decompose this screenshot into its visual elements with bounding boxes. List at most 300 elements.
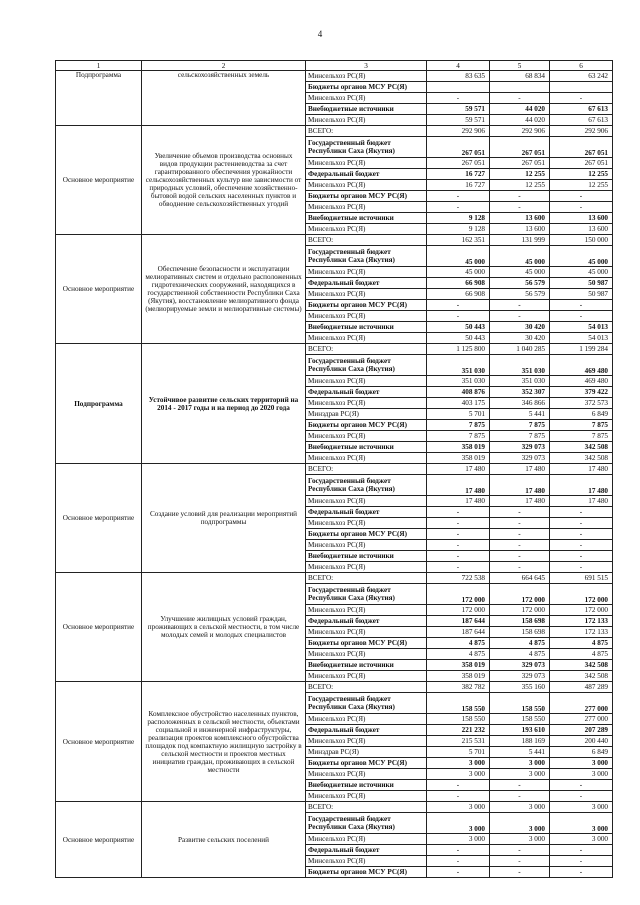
amount-cell-year-3: - bbox=[550, 791, 613, 802]
source-label-cell: Государственный бюджет Республики Саха (Якутия) bbox=[306, 813, 427, 834]
amount-cell-year-1: 358 019 bbox=[427, 660, 490, 671]
amount-cell-year-3: 50 987 bbox=[550, 289, 613, 300]
amount-cell-year-1: 9 128 bbox=[427, 213, 490, 224]
source-label-cell: Федеральный бюджет bbox=[306, 616, 427, 627]
source-label-cell: Минсельхоз РС(Я) bbox=[306, 649, 427, 660]
amount-cell-year-1: - bbox=[427, 551, 490, 562]
amount-cell-year-1: - bbox=[427, 311, 490, 322]
amount-cell-year-3: 50 987 bbox=[550, 278, 613, 289]
source-label-cell: Минсельхоз РС(Я) bbox=[306, 453, 427, 464]
amount-cell-year-1: - bbox=[427, 529, 490, 540]
amount-cell-year-3: 172 133 bbox=[550, 616, 613, 627]
amount-cell-year-2: 7 875 bbox=[490, 431, 550, 442]
amount-cell-year-1: 351 030 bbox=[427, 376, 490, 387]
amount-cell-year-2: 158 698 bbox=[490, 627, 550, 638]
amount-cell-year-1: 17 480 bbox=[427, 496, 490, 507]
amount-cell-year-1: 215 531 bbox=[427, 736, 490, 747]
source-label-cell: Минсельхоз РС(Я) bbox=[306, 71, 427, 82]
section-description-cell: Развитие сельских поселений bbox=[142, 802, 306, 878]
amount-cell-year-1: 408 876 bbox=[427, 387, 490, 398]
source-label-cell: Минсельхоз РС(Я) bbox=[306, 791, 427, 802]
amount-cell-year-3: 3 000 bbox=[550, 758, 613, 769]
amount-cell-year-3: - bbox=[550, 845, 613, 856]
source-label-cell: Государственный бюджет Республики Саха (Якутия) bbox=[306, 584, 427, 605]
amount-cell-year-2: - bbox=[490, 202, 550, 213]
source-label-cell: ВСЕГО: bbox=[306, 344, 427, 355]
amount-cell-year-3: 63 242 bbox=[550, 71, 613, 82]
amount-cell-year-1: - bbox=[427, 507, 490, 518]
table-row bbox=[56, 344, 613, 355]
amount-cell-year-2: 45 000 bbox=[490, 267, 550, 278]
amount-cell-year-3: 469 480 bbox=[550, 376, 613, 387]
header-col-4: 4 bbox=[427, 61, 490, 71]
amount-cell-year-2: 329 073 bbox=[490, 442, 550, 453]
amount-cell-year-2: 13 600 bbox=[490, 213, 550, 224]
table-row bbox=[56, 464, 613, 475]
source-label-cell: ВСЕГО: bbox=[306, 235, 427, 246]
amount-cell-year-3: 342 508 bbox=[550, 453, 613, 464]
amount-cell-year-3: - bbox=[550, 780, 613, 791]
amount-cell-year-3: - bbox=[550, 311, 613, 322]
amount-cell-year-2: 131 999 bbox=[490, 235, 550, 246]
amount-cell-year-2: 267 051 bbox=[490, 158, 550, 169]
amount-cell-year-2: - bbox=[490, 867, 550, 878]
source-label-cell: Минсельхоз РС(Я) bbox=[306, 267, 427, 278]
source-label-cell: Минсельхоз РС(Я) bbox=[306, 562, 427, 573]
page-number: 4 bbox=[317, 29, 323, 39]
amount-cell-year-1: 59 571 bbox=[427, 104, 490, 115]
amount-cell-year-2: 3 000 bbox=[490, 802, 550, 813]
source-label-cell: Минздрав РС(Я) bbox=[306, 409, 427, 420]
amount-cell-year-3: 67 613 bbox=[550, 104, 613, 115]
section-description-cell: Улучшение жилищных условий граждан, проживающих в сельской местности, в том числе молодых семей и молодых специалистов bbox=[142, 573, 306, 682]
amount-cell-year-3: 3 000 bbox=[550, 834, 613, 845]
source-label-cell: Бюджеты органов МСУ РС(Я) bbox=[306, 529, 427, 540]
source-label-cell: Государственный бюджет Республики Саха (Якутия) bbox=[306, 693, 427, 714]
amount-cell-year-1: 267 051 bbox=[427, 158, 490, 169]
amount-cell-year-1: 4 875 bbox=[427, 649, 490, 660]
amount-cell-year-3: - bbox=[550, 551, 613, 562]
source-label-cell: Минсельхоз РС(Я) bbox=[306, 158, 427, 169]
amount-cell-year-1: 83 635 bbox=[427, 71, 490, 82]
amount-cell-year-1: - bbox=[427, 202, 490, 213]
source-label-cell: Внебюджетные источники bbox=[306, 104, 427, 115]
amount-cell-year-3: 13 600 bbox=[550, 213, 613, 224]
amount-cell-year-1: 7 875 bbox=[427, 431, 490, 442]
source-label-cell: Бюджеты органов МСУ РС(Я) bbox=[306, 300, 427, 311]
amount-cell-year-1: 187 644 bbox=[427, 616, 490, 627]
source-label-cell: Внебюджетные источники bbox=[306, 442, 427, 453]
amount-cell-year-2: 158 550 bbox=[490, 714, 550, 725]
amount-cell-year-3: - bbox=[550, 562, 613, 573]
amount-cell-year-1: - bbox=[427, 780, 490, 791]
source-label-cell: ВСЕГО: bbox=[306, 464, 427, 475]
amount-cell-year-3: 342 508 bbox=[550, 660, 613, 671]
amount-cell-year-2: - bbox=[490, 311, 550, 322]
amount-cell-year-1: 351 030 bbox=[427, 355, 490, 376]
source-label-cell: Минсельхоз РС(Я) bbox=[306, 311, 427, 322]
amount-cell-year-3: 267 051 bbox=[550, 158, 613, 169]
amount-cell-year-1: - bbox=[427, 562, 490, 573]
source-label-cell: ВСЕГО: bbox=[306, 573, 427, 584]
amount-cell-year-2: - bbox=[490, 93, 550, 104]
amount-cell-year-3: - bbox=[550, 529, 613, 540]
amount-cell-year-1: - bbox=[427, 845, 490, 856]
amount-cell-year-2: 329 073 bbox=[490, 671, 550, 682]
source-label-cell: Минсельхоз РС(Я) bbox=[306, 540, 427, 551]
amount-cell-year-3: 13 600 bbox=[550, 224, 613, 235]
source-label-cell: Минсельхоз РС(Я) bbox=[306, 376, 427, 387]
amount-cell-year-3: 3 000 bbox=[550, 802, 613, 813]
section-type-cell: Основное мероприятие bbox=[56, 126, 142, 235]
source-label-cell: Минсельхоз РС(Я) bbox=[306, 671, 427, 682]
amount-cell-year-1: 382 782 bbox=[427, 682, 490, 693]
source-label-cell: Минсельхоз РС(Я) bbox=[306, 431, 427, 442]
section-type-cell: Подпрограмма bbox=[56, 71, 142, 126]
section-type-cell: Подпрограмма bbox=[56, 344, 142, 464]
amount-cell-year-3: 1 199 284 bbox=[550, 344, 613, 355]
amount-cell-year-3: 12 255 bbox=[550, 180, 613, 191]
amount-cell-year-1: 50 443 bbox=[427, 333, 490, 344]
amount-cell-year-3: 691 515 bbox=[550, 573, 613, 584]
amount-cell-year-3: - bbox=[550, 93, 613, 104]
amount-cell-year-3: 6 849 bbox=[550, 409, 613, 420]
source-label-cell: Минсельхоз РС(Я) bbox=[306, 496, 427, 507]
amount-cell-year-3: 3 000 bbox=[550, 813, 613, 834]
amount-cell-year-2: - bbox=[490, 540, 550, 551]
source-label-cell: Минсельхоз РС(Я) bbox=[306, 714, 427, 725]
amount-cell-year-3: 277 000 bbox=[550, 693, 613, 714]
amount-cell-year-2: 56 579 bbox=[490, 289, 550, 300]
amount-cell-year-3: 372 573 bbox=[550, 398, 613, 409]
amount-cell-year-2: 17 480 bbox=[490, 496, 550, 507]
amount-cell-year-1: 1 125 800 bbox=[427, 344, 490, 355]
table-row bbox=[56, 126, 613, 137]
amount-cell-year-2: 188 169 bbox=[490, 736, 550, 747]
amount-cell-year-3: - bbox=[550, 856, 613, 867]
amount-cell-year-2: - bbox=[490, 551, 550, 562]
amount-cell-year-3: - bbox=[550, 867, 613, 878]
amount-cell-year-3: 292 906 bbox=[550, 126, 613, 137]
amount-cell-year-3: 172 000 bbox=[550, 584, 613, 605]
source-label-cell: Бюджеты органов МСУ РС(Я) bbox=[306, 758, 427, 769]
source-label-cell: Минсельхоз РС(Я) bbox=[306, 224, 427, 235]
source-label-cell: ВСЕГО: bbox=[306, 126, 427, 137]
source-label-cell: Государственный бюджет Республики Саха (Якутия) bbox=[306, 246, 427, 267]
amount-cell-year-1: 9 128 bbox=[427, 224, 490, 235]
amount-cell-year-1: 722 538 bbox=[427, 573, 490, 584]
amount-cell-year-1: 267 051 bbox=[427, 137, 490, 158]
source-label-cell: Внебюджетные источники bbox=[306, 780, 427, 791]
source-label-cell: Федеральный бюджет bbox=[306, 725, 427, 736]
source-label-cell: ВСЕГО: bbox=[306, 802, 427, 813]
amount-cell-year-1: - bbox=[427, 93, 490, 104]
amount-cell-year-2 bbox=[490, 82, 550, 93]
amount-cell-year-2: 4 875 bbox=[490, 638, 550, 649]
source-label-cell: Бюджеты органов МСУ РС(Я) bbox=[306, 191, 427, 202]
amount-cell-year-1: - bbox=[427, 856, 490, 867]
amount-cell-year-3: 469 480 bbox=[550, 355, 613, 376]
amount-cell-year-3: 7 875 bbox=[550, 420, 613, 431]
source-label-cell: Минсельхоз РС(Я) bbox=[306, 93, 427, 104]
amount-cell-year-1: - bbox=[427, 540, 490, 551]
source-label-cell: Федеральный бюджет bbox=[306, 507, 427, 518]
source-label-cell: Минсельхоз РС(Я) bbox=[306, 856, 427, 867]
amount-cell-year-2: 172 000 bbox=[490, 605, 550, 616]
amount-cell-year-1: - bbox=[427, 791, 490, 802]
amount-cell-year-2: 12 255 bbox=[490, 169, 550, 180]
source-label-cell: Внебюджетные источники bbox=[306, 551, 427, 562]
section-description-cell: Устойчивое развитие сельских территорий на 2014 - 2017 годы и на период до 2020 года bbox=[142, 344, 306, 464]
amount-cell-year-3: 207 289 bbox=[550, 725, 613, 736]
amount-cell-year-3: 4 875 bbox=[550, 649, 613, 660]
amount-cell-year-3: 379 422 bbox=[550, 387, 613, 398]
amount-cell-year-1: 358 019 bbox=[427, 453, 490, 464]
source-label-cell: Минсельхоз РС(Я) bbox=[306, 834, 427, 845]
source-label-cell: Минсельхоз РС(Я) bbox=[306, 180, 427, 191]
amount-cell-year-2: 44 020 bbox=[490, 104, 550, 115]
source-label-cell: Минсельхоз РС(Я) bbox=[306, 333, 427, 344]
section-type-cell: Основное мероприятие bbox=[56, 802, 142, 878]
source-label-cell: Минсельхоз РС(Я) bbox=[306, 398, 427, 409]
amount-cell-year-3: 342 508 bbox=[550, 442, 613, 453]
amount-cell-year-1: 3 000 bbox=[427, 802, 490, 813]
amount-cell-year-1: 403 175 bbox=[427, 398, 490, 409]
amount-cell-year-2: 12 255 bbox=[490, 180, 550, 191]
amount-cell-year-1: 45 000 bbox=[427, 246, 490, 267]
amount-cell-year-2: 351 030 bbox=[490, 376, 550, 387]
amount-cell-year-3: 7 875 bbox=[550, 431, 613, 442]
amount-cell-year-2: 30 420 bbox=[490, 333, 550, 344]
section-description-cell: Комплексное обустройство населенных пунктов, расположенных в сельской местности, объектами социальной и инженерной инфраструктуры, реализация проектов комплексного обустройства площадок под компактную жилищную застройку в сельской местности и проектов местных инициатив граждан, проживающих в сельской местности bbox=[142, 682, 306, 802]
table-row bbox=[56, 802, 613, 813]
amount-cell-year-1: - bbox=[427, 191, 490, 202]
amount-cell-year-1: 59 571 bbox=[427, 115, 490, 126]
source-label-cell: Федеральный бюджет bbox=[306, 387, 427, 398]
source-label-cell: Бюджеты органов МСУ РС(Я) bbox=[306, 420, 427, 431]
amount-cell-year-1: 66 908 bbox=[427, 278, 490, 289]
amount-cell-year-2: - bbox=[490, 791, 550, 802]
source-label-cell: Федеральный бюджет bbox=[306, 845, 427, 856]
amount-cell-year-3: 17 480 bbox=[550, 464, 613, 475]
amount-cell-year-2: 3 000 bbox=[490, 769, 550, 780]
source-label-cell: Федеральный бюджет bbox=[306, 278, 427, 289]
amount-cell-year-1: 3 000 bbox=[427, 758, 490, 769]
amount-cell-year-1: 5 701 bbox=[427, 409, 490, 420]
amount-cell-year-1: - bbox=[427, 518, 490, 529]
amount-cell-year-2: 158 698 bbox=[490, 616, 550, 627]
amount-cell-year-3: 267 051 bbox=[550, 137, 613, 158]
section-description-cell: Создание условий для реализации мероприятий подпрограммы bbox=[142, 464, 306, 573]
amount-cell-year-2: 329 073 bbox=[490, 453, 550, 464]
amount-cell-year-1: 16 727 bbox=[427, 180, 490, 191]
header-col-3: 3 bbox=[306, 61, 427, 71]
amount-cell-year-3: 67 613 bbox=[550, 115, 613, 126]
amount-cell-year-3: 54 013 bbox=[550, 322, 613, 333]
amount-cell-year-3 bbox=[550, 82, 613, 93]
amount-cell-year-3: 45 000 bbox=[550, 267, 613, 278]
source-label-cell: Внебюджетные источники bbox=[306, 213, 427, 224]
amount-cell-year-1: 187 644 bbox=[427, 627, 490, 638]
section-type-cell: Основное мероприятие bbox=[56, 682, 142, 802]
amount-cell-year-1: 4 875 bbox=[427, 638, 490, 649]
source-label-cell: Минздрав РС(Я) bbox=[306, 747, 427, 758]
source-label-cell: Внебюджетные источники bbox=[306, 322, 427, 333]
amount-cell-year-1: 50 443 bbox=[427, 322, 490, 333]
source-label-cell: Бюджеты органов МСУ РС(Я) bbox=[306, 638, 427, 649]
amount-cell-year-2: 355 160 bbox=[490, 682, 550, 693]
amount-cell-year-3: 17 480 bbox=[550, 496, 613, 507]
header-col-5: 5 bbox=[490, 61, 550, 71]
header-row bbox=[56, 61, 613, 71]
amount-cell-year-1: 45 000 bbox=[427, 267, 490, 278]
amount-cell-year-3: 45 000 bbox=[550, 246, 613, 267]
amount-cell-year-2: 193 610 bbox=[490, 725, 550, 736]
amount-cell-year-3: 200 440 bbox=[550, 736, 613, 747]
amount-cell-year-3: 172 000 bbox=[550, 605, 613, 616]
amount-cell-year-3: 277 000 bbox=[550, 714, 613, 725]
section-description-cell: сельскохозяйственных земель bbox=[142, 71, 306, 126]
amount-cell-year-1: 358 019 bbox=[427, 671, 490, 682]
amount-cell-year-3: - bbox=[550, 191, 613, 202]
amount-cell-year-1: - bbox=[427, 867, 490, 878]
amount-cell-year-1: - bbox=[427, 300, 490, 311]
header-col-1: 1 bbox=[56, 61, 142, 71]
source-label-cell: ВСЕГО: bbox=[306, 682, 427, 693]
amount-cell-year-3: - bbox=[550, 540, 613, 551]
source-label-cell: Бюджеты органов МСУ РС(Я) bbox=[306, 867, 427, 878]
amount-cell-year-3: 12 255 bbox=[550, 169, 613, 180]
amount-cell-year-2: 17 480 bbox=[490, 464, 550, 475]
amount-cell-year-2: 3 000 bbox=[490, 758, 550, 769]
amount-cell-year-3: 342 508 bbox=[550, 671, 613, 682]
amount-cell-year-2: - bbox=[490, 856, 550, 867]
amount-cell-year-1: 172 000 bbox=[427, 605, 490, 616]
amount-cell-year-2: 3 000 bbox=[490, 834, 550, 845]
amount-cell-year-2: 56 579 bbox=[490, 278, 550, 289]
amount-cell-year-3: 487 289 bbox=[550, 682, 613, 693]
source-label-cell: Минсельхоз РС(Я) bbox=[306, 202, 427, 213]
amount-cell-year-2: 172 000 bbox=[490, 584, 550, 605]
amount-cell-year-1: 17 480 bbox=[427, 464, 490, 475]
table-row bbox=[56, 71, 613, 82]
amount-cell-year-3: 172 133 bbox=[550, 627, 613, 638]
amount-cell-year-2: 1 040 285 bbox=[490, 344, 550, 355]
amount-cell-year-2: - bbox=[490, 507, 550, 518]
amount-cell-year-3: 6 849 bbox=[550, 747, 613, 758]
amount-cell-year-1: 3 000 bbox=[427, 769, 490, 780]
amount-cell-year-2: 664 645 bbox=[490, 573, 550, 584]
source-label-cell: Государственный бюджет Республики Саха (Якутия) bbox=[306, 475, 427, 496]
amount-cell-year-1: 292 906 bbox=[427, 126, 490, 137]
source-label-cell: Бюджеты органов МСУ РС(Я) bbox=[306, 82, 427, 93]
amount-cell-year-2: - bbox=[490, 529, 550, 540]
amount-cell-year-2: 267 051 bbox=[490, 137, 550, 158]
amount-cell-year-2: 346 866 bbox=[490, 398, 550, 409]
table-row bbox=[56, 573, 613, 584]
amount-cell-year-2: - bbox=[490, 191, 550, 202]
amount-cell-year-3: - bbox=[550, 507, 613, 518]
section-type-cell: Основное мероприятие bbox=[56, 464, 142, 573]
budget-table bbox=[55, 60, 613, 878]
amount-cell-year-2: 5 441 bbox=[490, 409, 550, 420]
amount-cell-year-3: 3 000 bbox=[550, 769, 613, 780]
source-label-cell: Внебюджетные источники bbox=[306, 660, 427, 671]
amount-cell-year-1: 358 019 bbox=[427, 442, 490, 453]
source-label-cell: Минсельхоз РС(Я) bbox=[306, 605, 427, 616]
section-type-cell: Основное мероприятие bbox=[56, 235, 142, 344]
table-row bbox=[56, 682, 613, 693]
source-label-cell: Государственный бюджет Республики Саха (Якутия) bbox=[306, 137, 427, 158]
section-type-cell: Основное мероприятие bbox=[56, 573, 142, 682]
amount-cell-year-2: 3 000 bbox=[490, 813, 550, 834]
amount-cell-year-3: - bbox=[550, 202, 613, 213]
section-description-cell: Обеспечение безопасности и эксплуатации мелиоративных систем и отдельно расположенных гидротехнических сооружений, находящихся в государственной собственности Республики Саха (Якутия), восстановление мелиоративного фонда (мелиорируемые земли и мелиоративные системы) bbox=[142, 235, 306, 344]
amount-cell-year-2: 158 550 bbox=[490, 693, 550, 714]
header-col-2: 2 bbox=[142, 61, 306, 71]
amount-cell-year-1: 158 550 bbox=[427, 714, 490, 725]
amount-cell-year-2: 351 030 bbox=[490, 355, 550, 376]
amount-cell-year-1: 3 000 bbox=[427, 813, 490, 834]
amount-cell-year-1: 5 701 bbox=[427, 747, 490, 758]
amount-cell-year-1 bbox=[427, 82, 490, 93]
amount-cell-year-2: 5 441 bbox=[490, 747, 550, 758]
amount-cell-year-2: - bbox=[490, 562, 550, 573]
source-label-cell: Государственный бюджет Республики Саха (Якутия) bbox=[306, 355, 427, 376]
amount-cell-year-3: - bbox=[550, 518, 613, 529]
amount-cell-year-2: 17 480 bbox=[490, 475, 550, 496]
amount-cell-year-2: - bbox=[490, 518, 550, 529]
source-label-cell: Минсельхоз РС(Я) bbox=[306, 769, 427, 780]
table-row bbox=[56, 235, 613, 246]
amount-cell-year-3: 4 875 bbox=[550, 638, 613, 649]
amount-cell-year-2: 13 600 bbox=[490, 224, 550, 235]
amount-cell-year-2: 68 834 bbox=[490, 71, 550, 82]
amount-cell-year-1: 7 875 bbox=[427, 420, 490, 431]
table-body bbox=[56, 61, 613, 878]
amount-cell-year-1: 3 000 bbox=[427, 834, 490, 845]
source-label-cell: Минсельхоз РС(Я) bbox=[306, 115, 427, 126]
source-label-cell: Минсельхоз РС(Я) bbox=[306, 627, 427, 638]
amount-cell-year-1: 66 908 bbox=[427, 289, 490, 300]
source-label-cell: Минсельхоз РС(Я) bbox=[306, 289, 427, 300]
amount-cell-year-1: 17 480 bbox=[427, 475, 490, 496]
source-label-cell: Федеральный бюджет bbox=[306, 169, 427, 180]
amount-cell-year-3: 150 000 bbox=[550, 235, 613, 246]
source-label-cell: Минсельхоз РС(Я) bbox=[306, 518, 427, 529]
amount-cell-year-1: 221 232 bbox=[427, 725, 490, 736]
source-label-cell: Минсельхоз РС(Я) bbox=[306, 736, 427, 747]
amount-cell-year-3: - bbox=[550, 300, 613, 311]
amount-cell-year-2: 4 875 bbox=[490, 649, 550, 660]
amount-cell-year-2: 45 000 bbox=[490, 246, 550, 267]
amount-cell-year-2: 329 073 bbox=[490, 660, 550, 671]
amount-cell-year-2: - bbox=[490, 780, 550, 791]
amount-cell-year-2: - bbox=[490, 845, 550, 856]
amount-cell-year-1: 162 351 bbox=[427, 235, 490, 246]
amount-cell-year-3: 17 480 bbox=[550, 475, 613, 496]
amount-cell-year-2: 44 020 bbox=[490, 115, 550, 126]
header-col-6: 6 bbox=[550, 61, 613, 71]
amount-cell-year-2: 7 875 bbox=[490, 420, 550, 431]
amount-cell-year-2: - bbox=[490, 300, 550, 311]
amount-cell-year-3: 54 013 bbox=[550, 333, 613, 344]
amount-cell-year-2: 292 906 bbox=[490, 126, 550, 137]
amount-cell-year-1: 158 550 bbox=[427, 693, 490, 714]
section-description-cell: Увеличение объемов производства основных видов продукции растениеводства за счет гарантированного обеспечения урожайности сельскохозяйственных культур вне зависимости от природных условий, обеспечение хозяйственно-бытовой водой сельских населенных пунктов и обводнение сельскохозяйственных угодий bbox=[142, 126, 306, 235]
amount-cell-year-2: 30 420 bbox=[490, 322, 550, 333]
amount-cell-year-1: 172 000 bbox=[427, 584, 490, 605]
